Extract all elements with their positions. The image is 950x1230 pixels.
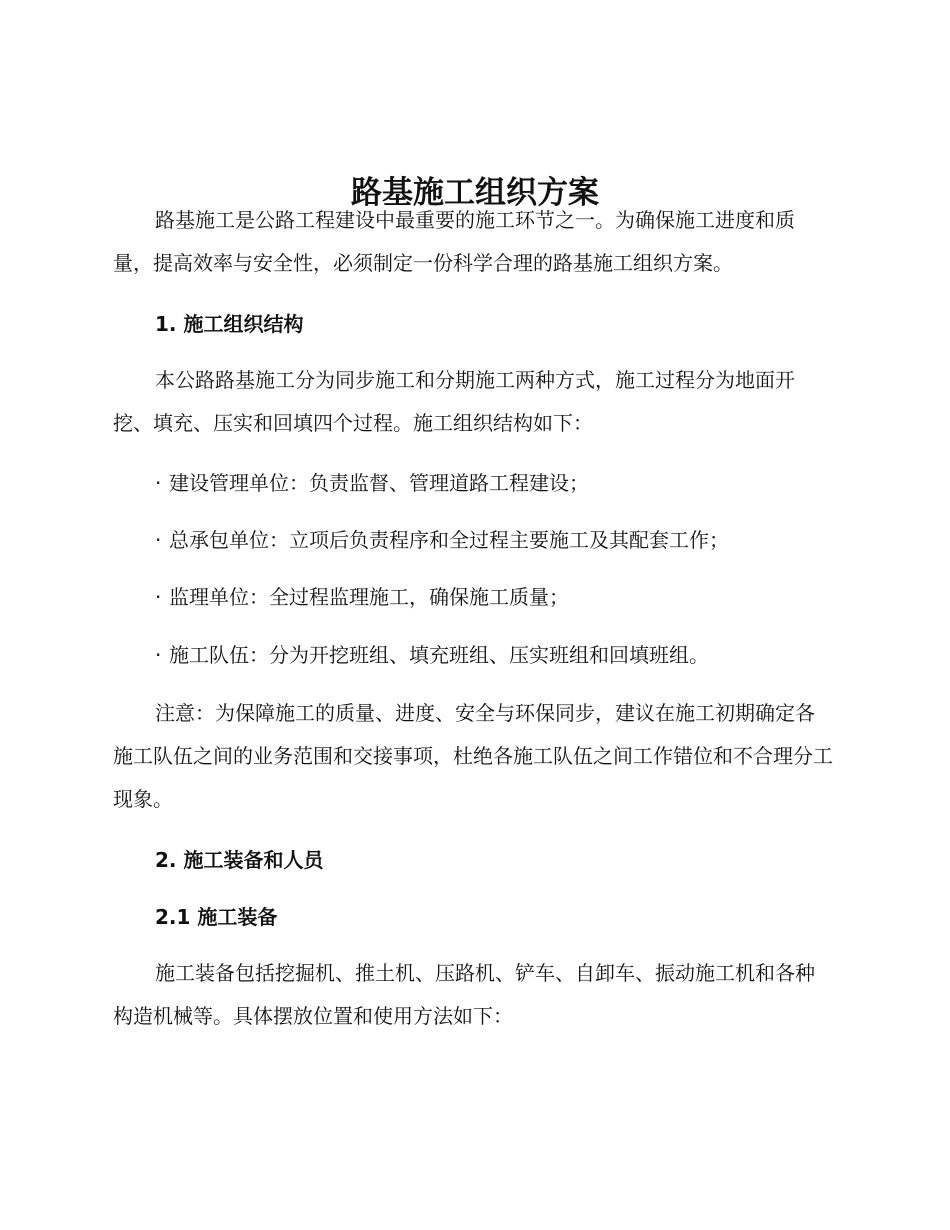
bullet-text: 建设管理单位：负责监督、管理道路工程建设； (169, 471, 589, 495)
section-2-heading: 2. 施工装备和人员 (155, 848, 324, 872)
bullet-marker: · (155, 528, 162, 552)
section-2-1-paragraph: 施工装备包括挖掘机、推土机、压路机、铲车、自卸车、振动施工机和各种构造机械等。具体摆放位置和使用方法如下： (113, 961, 815, 1028)
intro-paragraph: 路基施工是公路工程建设中最重要的施工环节之一。为确保施工进度和质量，提高效率与安全性，必须制定一份科学合理的路基施工组织方案。 (113, 208, 795, 275)
bullet-text: 监理单位：全过程监理施工，确保施工质量； (169, 585, 569, 609)
bullet-item (155, 468, 589, 498)
bullet-marker: · (155, 585, 162, 609)
bullet-marker: · (155, 471, 162, 495)
note-paragraph: 注意：为保障施工的质量、进度、安全与环保同步，建议在施工初期确定各施工队伍之间的业务范围和交接事项，杜绝各施工队伍之间工作错位和不合理分工现象。 (113, 701, 833, 811)
bullet-item (155, 640, 709, 670)
bullet-text: 施工队伍：分为开挖班组、填充班组、压实班组和回填班组。 (169, 643, 709, 667)
bullet-marker: · (155, 643, 162, 667)
document-title: 路基施工组织方案 (351, 174, 599, 211)
section-1-paragraph: 本公路路基施工分为同步施工和分期施工两种方式，施工过程分为地面开挖、填充、压实和回填四个过程。施工组织结构如下： (113, 368, 795, 435)
section-1-heading: 1. 施工组织结构 (155, 312, 304, 336)
bullet-text: 总承包单位：立项后负责程序和全过程主要施工及其配套工作； (169, 528, 729, 552)
bullet-item (155, 582, 569, 612)
section-2-1-heading: 2.1 施工装备 (155, 905, 278, 929)
bullet-item (155, 525, 729, 555)
